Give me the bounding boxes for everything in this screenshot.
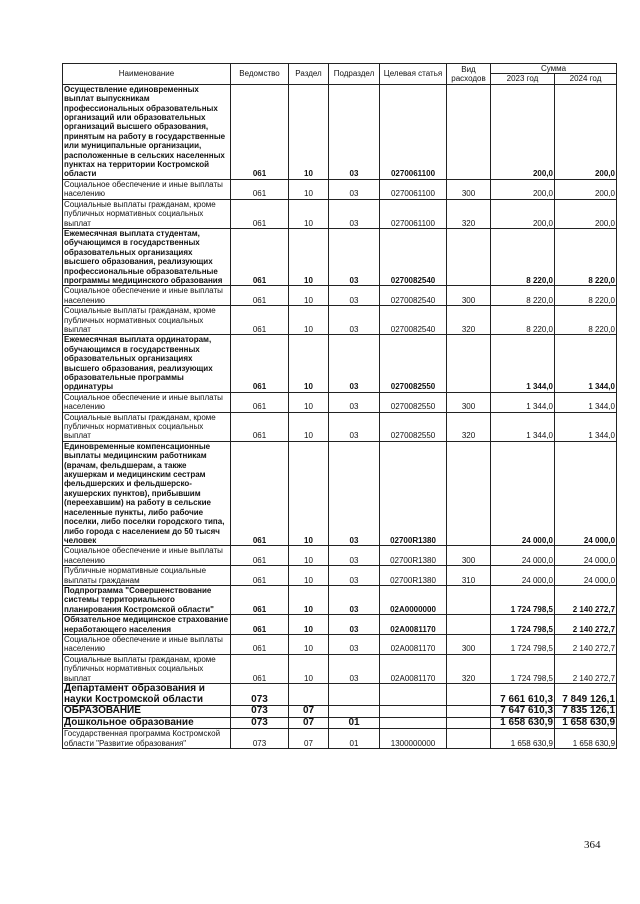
cell-razdel: 10 [289, 392, 329, 412]
table-row [63, 84, 617, 179]
cell-podrazdel [329, 706, 380, 718]
table-row [63, 179, 617, 199]
cell-sum-2023: 200,0 [491, 179, 555, 199]
cell-vid [447, 228, 491, 285]
cell-sum-2023: 8 220,0 [491, 286, 555, 306]
cell-vedomstvo: 073 [231, 706, 289, 718]
cell-vid [447, 585, 491, 614]
cell-podrazdel: 03 [329, 412, 380, 441]
cell-vid: 320 [447, 412, 491, 441]
cell-vid [447, 717, 491, 729]
table-row [63, 585, 617, 614]
cell-tselevaya: 0270082550 [380, 412, 447, 441]
cell-razdel: 10 [289, 654, 329, 683]
table-row [63, 286, 617, 306]
cell-sum-2023: 1 724 798,5 [491, 585, 555, 614]
header-name: Наименование [63, 64, 231, 85]
cell-vedomstvo: 061 [231, 228, 289, 285]
cell-tselevaya: 02700R1380 [380, 546, 447, 566]
cell-name: Социальное обеспечение и иные выплаты населению [63, 546, 231, 566]
cell-vid: 300 [447, 392, 491, 412]
cell-name: Социальные выплаты гражданам, кроме публичных нормативных социальных выплат [63, 654, 231, 683]
cell-name: Социальные выплаты гражданам, кроме публичных нормативных социальных выплат [63, 199, 231, 228]
header-vid: Вид расходов [447, 64, 491, 85]
header-razdel: Раздел [289, 64, 329, 85]
cell-sum-2023: 1 724 798,5 [491, 654, 555, 683]
cell-vid: 300 [447, 286, 491, 306]
cell-name: Подпрограмма "Совершенствование системы территориального планирования Костромской области" [63, 585, 231, 614]
cell-vedomstvo: 061 [231, 546, 289, 566]
cell-podrazdel: 03 [329, 199, 380, 228]
cell-podrazdel: 03 [329, 228, 380, 285]
cell-sum-2024: 1 658 630,9 [555, 729, 617, 749]
cell-sum-2023: 1 344,0 [491, 392, 555, 412]
header-summa: Сумма [491, 64, 617, 74]
cell-vid [447, 729, 491, 749]
cell-vid [447, 335, 491, 392]
table-row [63, 546, 617, 566]
cell-podrazdel [329, 684, 380, 706]
cell-sum-2024: 8 220,0 [555, 286, 617, 306]
cell-tselevaya: 02700R1380 [380, 441, 447, 545]
cell-podrazdel: 03 [329, 585, 380, 614]
table-body [63, 84, 617, 748]
cell-podrazdel: 03 [329, 84, 380, 179]
table-row [63, 199, 617, 228]
cell-vedomstvo: 061 [231, 286, 289, 306]
cell-podrazdel: 03 [329, 546, 380, 566]
cell-sum-2023: 7 661 610,3 [491, 684, 555, 706]
cell-razdel: 07 [289, 729, 329, 749]
cell-vid: 320 [447, 306, 491, 335]
cell-sum-2024: 2 140 272,7 [555, 615, 617, 635]
table-row [63, 654, 617, 683]
cell-tselevaya: 0270082540 [380, 228, 447, 285]
cell-razdel: 10 [289, 412, 329, 441]
cell-tselevaya: 0270082550 [380, 392, 447, 412]
cell-name: Социальное обеспечение и иные выплаты населению [63, 179, 231, 199]
table-row [63, 615, 617, 635]
cell-tselevaya: 0270082550 [380, 335, 447, 392]
cell-sum-2024: 8 220,0 [555, 306, 617, 335]
cell-podrazdel: 03 [329, 654, 380, 683]
cell-name: Ежемесячная выплата ординаторам, обучающимся в государственных образовательных организациях высшего образования, реализующих образовательные программы ординатуры [63, 335, 231, 392]
cell-razdel: 10 [289, 566, 329, 586]
cell-podrazdel: 03 [329, 441, 380, 545]
cell-name: Ежемесячная выплата студентам, обучающимся в государственных образовательных организациях высшего образования, реализующих профессиональные образовательные программы медицинского образования [63, 228, 231, 285]
cell-name: Дошкольное образование [63, 717, 231, 729]
cell-sum-2024: 7 849 126,1 [555, 684, 617, 706]
cell-sum-2024: 2 140 272,7 [555, 585, 617, 614]
cell-name: Социальные выплаты гражданам, кроме публичных нормативных социальных выплат [63, 306, 231, 335]
cell-sum-2024: 24 000,0 [555, 546, 617, 566]
cell-podrazdel: 01 [329, 717, 380, 729]
cell-vid [447, 684, 491, 706]
cell-sum-2024: 2 140 272,7 [555, 634, 617, 654]
cell-name: Социальное обеспечение и иные выплаты населению [63, 392, 231, 412]
table-row [63, 306, 617, 335]
cell-sum-2023: 24 000,0 [491, 566, 555, 586]
cell-vid: 300 [447, 179, 491, 199]
cell-vedomstvo: 061 [231, 654, 289, 683]
cell-sum-2023: 7 647 610,3 [491, 706, 555, 718]
cell-vid: 300 [447, 634, 491, 654]
cell-razdel: 07 [289, 717, 329, 729]
table-row [63, 634, 617, 654]
cell-podrazdel: 01 [329, 729, 380, 749]
cell-sum-2023: 24 000,0 [491, 546, 555, 566]
cell-tselevaya [380, 717, 447, 729]
cell-vid: 310 [447, 566, 491, 586]
cell-vid [447, 615, 491, 635]
cell-sum-2024: 1 658 630,9 [555, 717, 617, 729]
table-row [63, 392, 617, 412]
cell-razdel: 10 [289, 306, 329, 335]
cell-podrazdel: 03 [329, 179, 380, 199]
cell-tselevaya: 02А0081170 [380, 634, 447, 654]
cell-vedomstvo: 061 [231, 634, 289, 654]
cell-name: ОБРАЗОВАНИЕ [63, 706, 231, 718]
cell-sum-2024: 7 835 126,1 [555, 706, 617, 718]
table-row [63, 335, 617, 392]
cell-tselevaya: 0270082540 [380, 286, 447, 306]
cell-name: Социальные выплаты гражданам, кроме публичных нормативных социальных выплат [63, 412, 231, 441]
cell-razdel: 10 [289, 228, 329, 285]
cell-vedomstvo: 061 [231, 615, 289, 635]
cell-sum-2024: 2 140 272,7 [555, 654, 617, 683]
cell-tselevaya: 0270061100 [380, 199, 447, 228]
cell-vedomstvo: 061 [231, 306, 289, 335]
cell-tselevaya: 0270061100 [380, 84, 447, 179]
table-row [63, 441, 617, 545]
cell-podrazdel: 03 [329, 615, 380, 635]
cell-razdel [289, 684, 329, 706]
cell-vedomstvo: 073 [231, 684, 289, 706]
cell-sum-2023: 8 220,0 [491, 228, 555, 285]
cell-vid: 320 [447, 199, 491, 228]
cell-name: Социальное обеспечение и иные выплаты населению [63, 286, 231, 306]
cell-razdel: 10 [289, 615, 329, 635]
cell-razdel: 10 [289, 634, 329, 654]
cell-name: Департамент образования и науки Костромской области [63, 684, 231, 706]
cell-vedomstvo: 061 [231, 412, 289, 441]
cell-sum-2024: 1 344,0 [555, 392, 617, 412]
cell-tselevaya: 02А0000000 [380, 585, 447, 614]
cell-vedomstvo: 061 [231, 566, 289, 586]
budget-table [62, 63, 617, 749]
table-row [63, 566, 617, 586]
cell-name: Обязательное медицинское страхование неработающего населения [63, 615, 231, 635]
cell-tselevaya: 0270061100 [380, 179, 447, 199]
cell-name: Государственная программа Костромской области "Развитие образования" [63, 729, 231, 749]
cell-vedomstvo: 073 [231, 729, 289, 749]
table-row [63, 412, 617, 441]
header-tselevaya: Целевая статья [380, 64, 447, 85]
cell-podrazdel: 03 [329, 335, 380, 392]
table-row [63, 717, 617, 729]
cell-vedomstvo: 061 [231, 441, 289, 545]
header-podrazdel: Подраздел [329, 64, 380, 85]
cell-name: Публичные нормативные социальные выплаты гражданам [63, 566, 231, 586]
table-row [63, 228, 617, 285]
cell-sum-2023: 1 658 630,9 [491, 729, 555, 749]
cell-vedomstvo: 073 [231, 717, 289, 729]
table-row [63, 684, 617, 706]
page-number: 364 [584, 839, 601, 851]
cell-podrazdel: 03 [329, 392, 380, 412]
cell-sum-2024: 24 000,0 [555, 566, 617, 586]
cell-name: Единовременные компенсационные выплаты медицинским работникам (врачам, фельдшерам, а также акушеркам и медицинским сестрам фельдшерских и фельдшерско-акушерских пунктов), прибывшим (переехавшим) на работу в сельские населенные пункты, либо рабочие поселки, либо поселки городского типа, либо города с населением до 50 тысяч человек [63, 441, 231, 545]
cell-sum-2024: 1 344,0 [555, 335, 617, 392]
cell-razdel: 10 [289, 199, 329, 228]
cell-sum-2024: 8 220,0 [555, 228, 617, 285]
table-row [63, 706, 617, 718]
table-row [63, 729, 617, 749]
cell-sum-2024: 200,0 [555, 84, 617, 179]
cell-sum-2024: 200,0 [555, 179, 617, 199]
cell-sum-2023: 1 344,0 [491, 335, 555, 392]
cell-vedomstvo: 061 [231, 335, 289, 392]
cell-vedomstvo: 061 [231, 392, 289, 412]
cell-razdel: 10 [289, 84, 329, 179]
header-year-2023: 2023 год [491, 74, 555, 84]
cell-vid: 300 [447, 546, 491, 566]
cell-vedomstvo: 061 [231, 199, 289, 228]
cell-vedomstvo: 061 [231, 84, 289, 179]
cell-razdel: 07 [289, 706, 329, 718]
cell-tselevaya: 0270082540 [380, 306, 447, 335]
cell-razdel: 10 [289, 585, 329, 614]
cell-sum-2023: 1 658 630,9 [491, 717, 555, 729]
cell-razdel: 10 [289, 286, 329, 306]
cell-vid [447, 84, 491, 179]
cell-podrazdel: 03 [329, 566, 380, 586]
cell-tselevaya: 02А0081170 [380, 654, 447, 683]
cell-vid [447, 441, 491, 545]
cell-tselevaya [380, 684, 447, 706]
cell-podrazdel: 03 [329, 634, 380, 654]
cell-sum-2023: 1 344,0 [491, 412, 555, 441]
cell-sum-2023: 1 724 798,5 [491, 634, 555, 654]
cell-sum-2023: 8 220,0 [491, 306, 555, 335]
cell-tselevaya: 02700R1380 [380, 566, 447, 586]
cell-tselevaya: 02А0081170 [380, 615, 447, 635]
cell-name: Социальное обеспечение и иные выплаты населению [63, 634, 231, 654]
cell-vedomstvo: 061 [231, 179, 289, 199]
cell-sum-2024: 200,0 [555, 199, 617, 228]
cell-razdel: 10 [289, 179, 329, 199]
cell-sum-2023: 200,0 [491, 84, 555, 179]
cell-sum-2023: 24 000,0 [491, 441, 555, 545]
cell-sum-2023: 200,0 [491, 199, 555, 228]
cell-sum-2023: 1 724 798,5 [491, 615, 555, 635]
cell-podrazdel: 03 [329, 306, 380, 335]
header-year-2024: 2024 год [555, 74, 617, 84]
cell-tselevaya [380, 706, 447, 718]
cell-razdel: 10 [289, 546, 329, 566]
cell-vid: 320 [447, 654, 491, 683]
cell-name: Осуществление единовременных выплат выпускникам профессиональных образовательных организаций или образовательных организаций высшего образования, принятым на работу в государственные или муниципальные организации, расположенные в сельских населенных пунктах на территории Костромской области [63, 84, 231, 179]
cell-razdel: 10 [289, 441, 329, 545]
cell-sum-2024: 24 000,0 [555, 441, 617, 545]
cell-podrazdel: 03 [329, 286, 380, 306]
header-vedomstvo: Ведомство [231, 64, 289, 85]
cell-vedomstvo: 061 [231, 585, 289, 614]
cell-vid [447, 706, 491, 718]
cell-sum-2024: 1 344,0 [555, 412, 617, 441]
cell-razdel: 10 [289, 335, 329, 392]
cell-tselevaya: 1300000000 [380, 729, 447, 749]
